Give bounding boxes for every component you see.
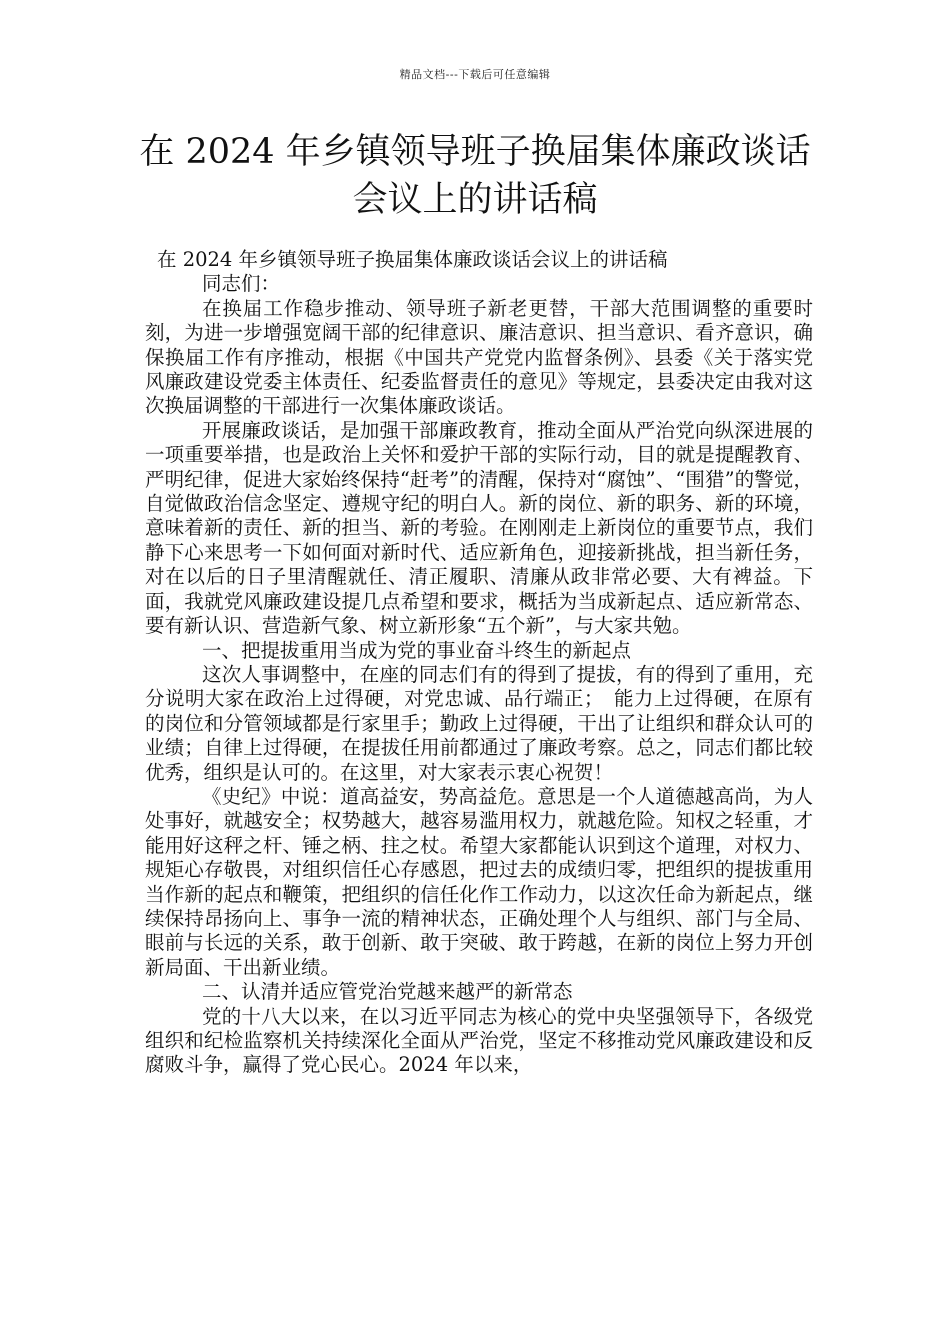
document-body (145, 248, 813, 1078)
header-note: 精品文档---下载后可任意编辑 (399, 68, 551, 81)
title-line-2: 会议上的讲话稿 (352, 180, 598, 220)
subtitle: 在 2024 年乡镇领导班子换届集体廉政谈话会议上的讲话稿 (157, 248, 668, 271)
title-line-1: 在 2024 年乡镇领导班子换届集体廉政谈话 (139, 132, 811, 172)
section-heading: 二、认清并适应管党治党越来越严的新常态 (202, 980, 573, 1004)
document-title (110, 128, 840, 224)
paragraph: 《史纪》中说：道高益安，势高益危。意思是一个人道德越高尚，为人处事好，就越安全；权势越大，越容易滥用权力，就越危险。知权之轻重，才能用好这秤之杆、锤之柄、拄之杖。希望大家都能认识到这个道理，对权力、规矩心存敬畏，对组织信任心存感恩，把过去的成绩归零，把组织的提拔重用当作新的起点和鞭策，把组织的信任化作工作动力，以这次任命为新起点，继续保持昂扬向上、事争一流的精神状态，正确处理个人与组织、部门与全局、眼前与长远的关系，敢于创新、敢于突破、敢于跨越，在新的岗位上努力开创新局面、干出新业绩。 (145, 784, 813, 979)
greeting: 同志们： (202, 272, 281, 296)
section-heading: 一、把提拔重用当成为党的事业奋斗终生的新起点 (202, 638, 632, 662)
paragraph: 这次人事调整中，在座的同志们有的得到了提拔，有的得到了重用，充分说明大家在政治上过得硬，对党忠诚、品行端正； 能力上过得硬，在原有的岗位和分管领域都是行家里手；勤政上过得硬，干出了让组织和群众认可的业绩；自律上过得硬，在提拔任用前都通过了廉政考察。总之，同志们都比较优秀，组织是认可的。在这里，对大家表示衷心祝贺！ (145, 662, 813, 784)
paragraph: 开展廉政谈话，是加强干部廉政教育，推动全面从严治党向纵深进展的一项重要举措，也是政治上关怀和爱护干部的实际行动，目的就是提醒教育、严明纪律，促进大家始终保持“赶考”的清醒，保持对“腐蚀”、“围猎”的警觉，自觉做政治信念坚定、遵规守纪的明白人。新的岗位、新的职务、新的环境，意味着新的责任、新的担当、新的考验。在刚刚走上新岗位的重要节点，我们静下心来思考一下如何面对新时代、适应新角色，迎接新挑战，担当新任务，对在以后的日子里清醒就任、清正履职、清廉从政非常必要、大有裨益。下面，我就党风廉政建设提几点希望和要求，概括为当成新起点、适应新常态、要有新认识、营造新气象、树立新形象“五个新”，与大家共勉。 (145, 418, 813, 638)
paragraph: 在换届工作稳步推动、领导班子新老更替，干部大范围调整的重要时刻，为进一步增强宽阔干部的纪律意识、廉洁意识、担当意识、看齐意识，确保换届工作有序推动，根据《中国共产党党内监督条例》、县委《关于落实党风廉政建设党委主体责任、纪委监督责任的意见》等规定，县委决定由我对这次换届调整的干部进行一次集体廉政谈话。 (145, 296, 813, 418)
paragraph: 党的十八大以来，在以习近平同志为核心的党中央坚强领导下，各级党组织和纪检监察机关持续深化全面从严治党，坚定不移推动党风廉政建设和反腐败斗争，赢得了党心民心。2024 年以来， (145, 1004, 813, 1077)
